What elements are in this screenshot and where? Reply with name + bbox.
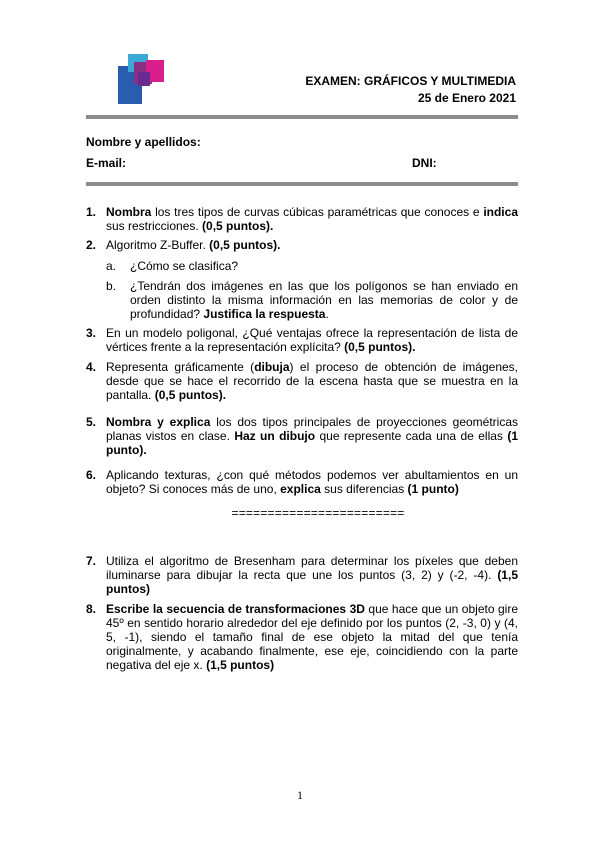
q-bold: Escribe la secuencia de transformaciones 3D: [106, 602, 365, 616]
q-bold: Nombra: [106, 205, 152, 219]
subquestion-2a: [106, 259, 518, 273]
q-text: que hace que un objeto gire 45º en sentido horario alrededor del eje definido por los puntos (2, -3, 0) y (4, 5, -1), siendo el tamaño final de ese objeto la mitad del que tenía originalmente, y acabando finalmente, ese eje, coincidiendo con la parte negativa del eje x.: [106, 602, 518, 672]
q-text: Algoritmo Z-Buffer.: [106, 238, 210, 252]
question-number: 4.: [86, 360, 97, 374]
subquestion-letter: b.: [106, 279, 117, 293]
university-logo: [114, 52, 166, 106]
header-rule-bottom: [86, 182, 518, 186]
q-text: .: [325, 307, 329, 321]
logo-block-violet: [138, 72, 150, 86]
q-bold: Justifica la respuesta: [203, 307, 326, 321]
question-4: [86, 360, 518, 402]
q-points: (1 punto).: [106, 429, 518, 457]
q-text: Utiliza el algoritmo de Bresenham para determinar los píxeles que deben iluminarse para dibujar la recta que une los puntos (3, 2) y (-2, -4).: [106, 554, 518, 582]
question-number: 5.: [86, 415, 97, 429]
q-points: (0,5 puntos).: [209, 238, 281, 252]
q-text: los dos tipos principales de proyecciones geométricas planas vistos en clase.: [106, 415, 519, 443]
question-number: 2.: [86, 238, 97, 252]
q-points: (0,5 puntos).: [202, 219, 274, 233]
question-7: [86, 554, 518, 596]
section-separator: ========================: [231, 506, 405, 520]
q-points: (0,5 puntos).: [344, 340, 416, 354]
q-text: ¿Tendrán dos imágenes en las que los polígonos se han enviado en orden distinto la misma información en las memorias de color y de profundidad?: [130, 279, 518, 321]
q-text: que represente cada una de ellas: [315, 429, 508, 443]
subquestion-letter: a.: [106, 259, 117, 273]
question-number: 7.: [86, 554, 97, 568]
exam-title: EXAMEN: GRÁFICOS Y MULTIMEDIA: [305, 74, 516, 88]
q-bold: Haz un dibujo: [234, 429, 316, 443]
q-text: ¿Cómo se clasifica?: [130, 259, 239, 273]
q-points: (1,5 puntos): [206, 658, 275, 672]
q-text: Representa gráficamente (: [106, 360, 255, 374]
subquestion-2b: [106, 279, 518, 321]
name-field-label: Nombre y apellidos:: [86, 135, 201, 149]
question-number: 8.: [86, 602, 97, 616]
question-1: [86, 205, 518, 233]
exam-header: [305, 73, 516, 107]
q-points: (1 punto): [407, 482, 459, 496]
question-number: 1.: [86, 205, 97, 219]
q-text: sus diferencias: [320, 482, 408, 496]
q-bold: explica: [280, 482, 321, 496]
question-2: [86, 238, 518, 252]
q-points: (0,5 puntos).: [154, 388, 227, 402]
page-number: 1: [297, 788, 303, 802]
q-text: los tres tipos de curvas cúbicas paramétricas que conoces e: [151, 205, 484, 219]
q-text: ) el proceso de obtención de imágenes, desde que se hace el recorrido de la escena hasta que se muestra en la pantalla.: [106, 360, 518, 402]
q-text: sus restricciones.: [106, 219, 203, 233]
question-number: 6.: [86, 468, 97, 482]
header-rule-top: [86, 115, 518, 119]
q-bold: indica: [483, 205, 518, 219]
q-text: Aplicando texturas, ¿con qué métodos podemos ver abultamientos en un objeto? Si conoces más de uno,: [106, 468, 518, 496]
question-number: 3.: [86, 326, 97, 340]
question-6: [86, 468, 518, 496]
q-bold: Nombra y explica: [106, 415, 211, 429]
email-field-label: E-mail:: [86, 156, 127, 170]
dni-field-label: DNI:: [412, 156, 437, 170]
exam-date: 25 de Enero 2021: [417, 91, 516, 105]
q-points: (1,5 puntos): [106, 568, 518, 596]
question-5: [86, 415, 518, 457]
question-8: [86, 602, 518, 672]
q-text: En un modelo poligonal, ¿Qué ventajas ofrece la representación de lista de vértices frente a la representación explícita?: [106, 326, 518, 354]
q-bold: dibuja: [254, 360, 290, 374]
question-3: [86, 326, 518, 354]
